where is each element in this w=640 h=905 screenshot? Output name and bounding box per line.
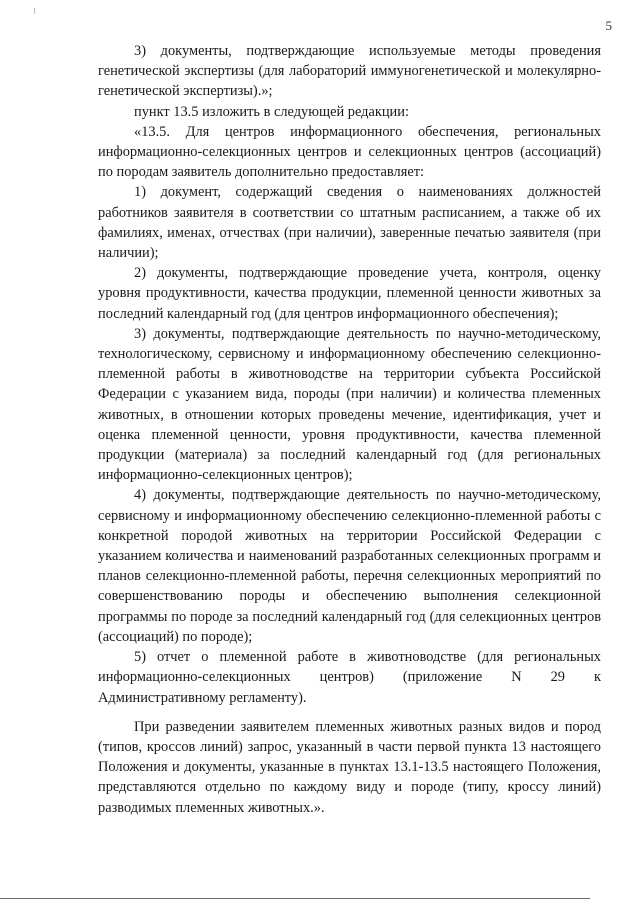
paragraph-item-1-staff-document: 1) документ, содержащий сведения о наименованиях должностей работников заявителя в соответствии со штатным расписанием, а также об их фамилиях, именах, отчествах (при наличии), заверенные печатью заявителя (при наличии);	[98, 184, 601, 262]
paragraph-item-2-accounting-documents: 2) документы, подтверждающие проведение учета, контроля, оценку уровня продуктивности, качества продукции, племенной ценности животных за последний календарный год (для центров информационного обеспечения);	[98, 265, 601, 322]
paragraph-13-5-heading: «13.5. Для центров информационного обеспечения, региональных информационно-селекционных центров и селекционных центров (ассоциаций) по породам заявитель дополнительно предоставляет:	[98, 123, 601, 181]
paragraph-item-5-breeding-report: 5) отчет о племенной работе в животноводстве (для региональных информационно-селекционных центров) (приложение N 29 к Административному регламенту).	[98, 649, 601, 706]
document-body	[98, 41, 601, 818]
scan-mark	[34, 8, 35, 14]
paragraph-amendment-intro: пункт 13.5 изложить в следующей редакции:	[134, 103, 409, 120]
paragraph-item-3-lab-expertise: 3) документы, подтверждающие используемые методы проведения генетической экспертизы (для лабораторий иммуногенетической и молекулярно-генетической экспертизы).»;	[98, 43, 601, 100]
paragraph-multiple-breeds: При разведении заявителем племенных животных разных видов и пород (типов, кроссов линий) запрос, указанный в части первой пункта 13 настоящего Положения и документы, указанные в пунктах 13.1-13.5 настоящего Положения, представляются отдельно по каждому виду и породе (типу, кроссу линий) разводимых племенных животных.».	[98, 718, 601, 816]
paragraph-item-4-breed-centers: 4) документы, подтверждающие деятельность по научно-методическому, сервисному и информационному обеспечению селекционно-племенной работы с конкретной породой животных на территории Российской Федерации с указанием количества и наименований разработанных селекционных программ и планов селекционно-племенной работы, перечня селекционных мероприятий по совершенствованию породы и обеспечению выполнения селекционной программы по породе за последний календарный год (для селекционных центров (ассоциаций) по породе);	[98, 487, 601, 645]
footer-divider	[0, 898, 590, 899]
page-number: 5	[605, 18, 612, 33]
paragraph-item-3-regional-centers: 3) документы, подтверждающие деятельность по научно-методическому, технологическому, сервисному и информационному обеспечению селекционно-племенной работы в животноводстве на территории субъекта Российской Федерации с указанием вида, породы (при наличии) и количества племенных животных, в отношении которых проведены мечение, идентификация, учет и оценка племенной ценности, уровня продуктивности, качества племенной продукции (материала) за последний календарный год (для региональных информационно-селекционных центров);	[98, 325, 601, 484]
